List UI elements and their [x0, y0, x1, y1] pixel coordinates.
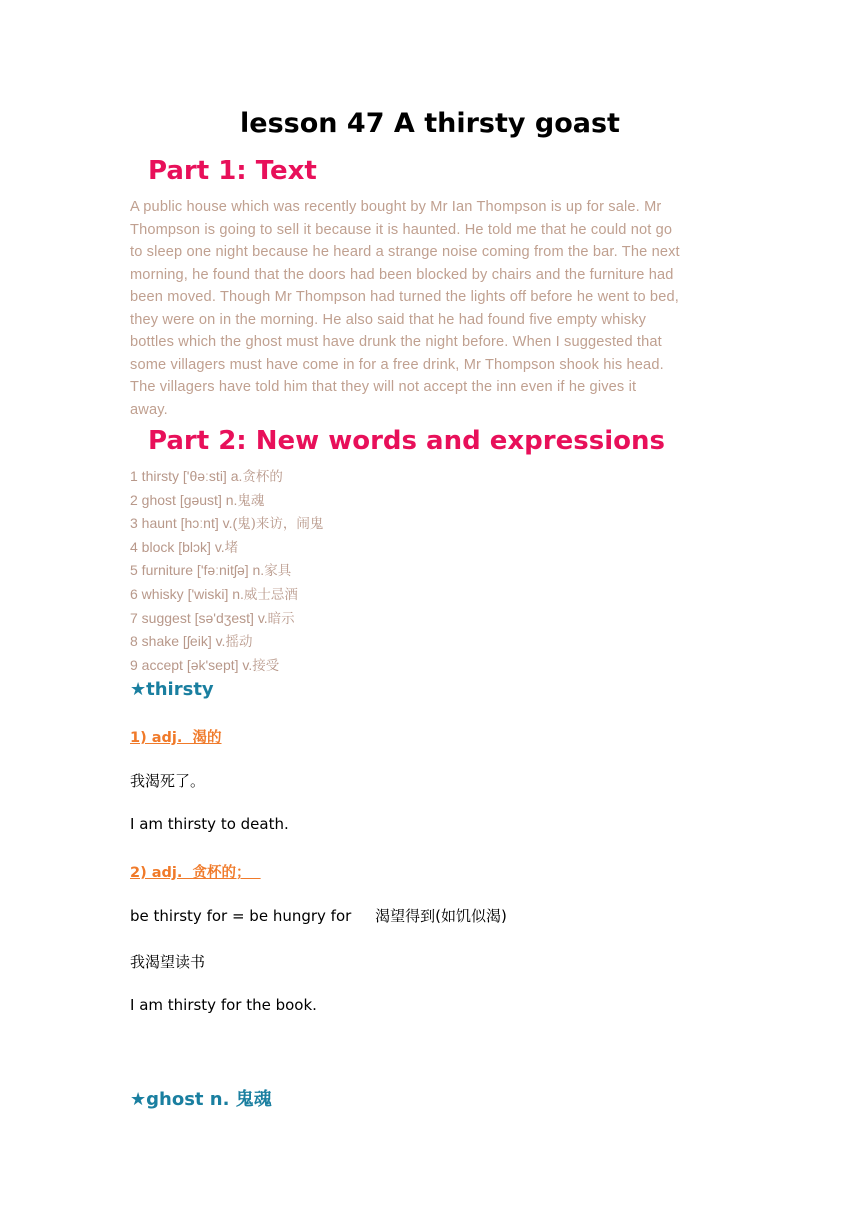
passage-line: A public house which was recently bought by Mr Ian Thompson is up for sale. Mr	[130, 199, 662, 215]
vocab-item: 9 accept [ək'sept] v.接受	[130, 656, 280, 674]
passage-line: some villagers must have come in for a free drink, Mr Thompson shook his head.	[130, 356, 664, 373]
thirsty-heading: ★thirsty	[130, 679, 214, 700]
text-passage	[130, 196, 732, 421]
passage-line: morning, he found that the doors had been blocked by chairs and the furniture had	[130, 266, 674, 283]
vocab-item: 7 suggest [sə'dʒest] v.暗示	[130, 609, 295, 627]
part2-heading: Part 2: New words and expressions	[148, 426, 665, 456]
example-2-english: I am thirsty for the book.	[130, 996, 317, 1014]
vocab-item: 4 block [blɔk] v.堵	[130, 538, 239, 556]
passage-line: to sleep one night because he heard a strange noise coming from the bar. The next	[130, 244, 680, 260]
phrase-line: be thirsty for = be hungry for 渴望得到(如饥似渴)	[130, 907, 507, 925]
part1-heading: Part 1: Text	[148, 156, 317, 186]
lesson-title: lesson 47 A thirsty goast	[240, 108, 620, 139]
passage-line: bottles which the ghost must have drunk the night before. When I suggested that	[130, 334, 662, 350]
passage-line: been moved. Though Mr Thompson had turned the lights off before he went to bed,	[130, 289, 679, 305]
example-2-chinese: 我渴望读书	[130, 953, 206, 971]
passage-line: Thompson is going to sell it because it is haunted. He told me that he could not go	[130, 221, 673, 238]
vocab-item: 5 furniture ['fəːnitʃə] n.家具	[130, 562, 292, 580]
passage-line: away.	[130, 401, 168, 418]
vocab-item: 3 haunt [hɔːnt] v.(鬼)来访，闹鬼	[130, 515, 324, 533]
example-1-english: I am thirsty to death.	[130, 815, 289, 833]
passage-line: they were on in the morning. He also said that he had found five empty whisky	[130, 311, 647, 328]
passage-line: The villagers have told him that they will not accept the inn even if he gives it	[130, 379, 637, 395]
example-1-chinese: 我渴死了。	[130, 772, 206, 790]
vocab-item: 2 ghost [gəust] n.鬼魂	[130, 491, 265, 509]
sense-1-label: 1) adj. 渴的	[130, 730, 222, 746]
ghost-heading: ★ghost n. 鬼魂	[130, 1089, 272, 1110]
vocab-item: 8 shake [ʃeik] v.摇动	[130, 633, 253, 651]
sense-2-label: 2) adj. 贪杯的；	[130, 865, 261, 881]
vocab-item: 1 thirsty ['θəːsti] a.贪杯的	[130, 468, 283, 485]
vocabulary-list	[130, 465, 730, 677]
vocab-item: 6 whisky ['wiski] n.威士忌酒	[130, 585, 298, 603]
